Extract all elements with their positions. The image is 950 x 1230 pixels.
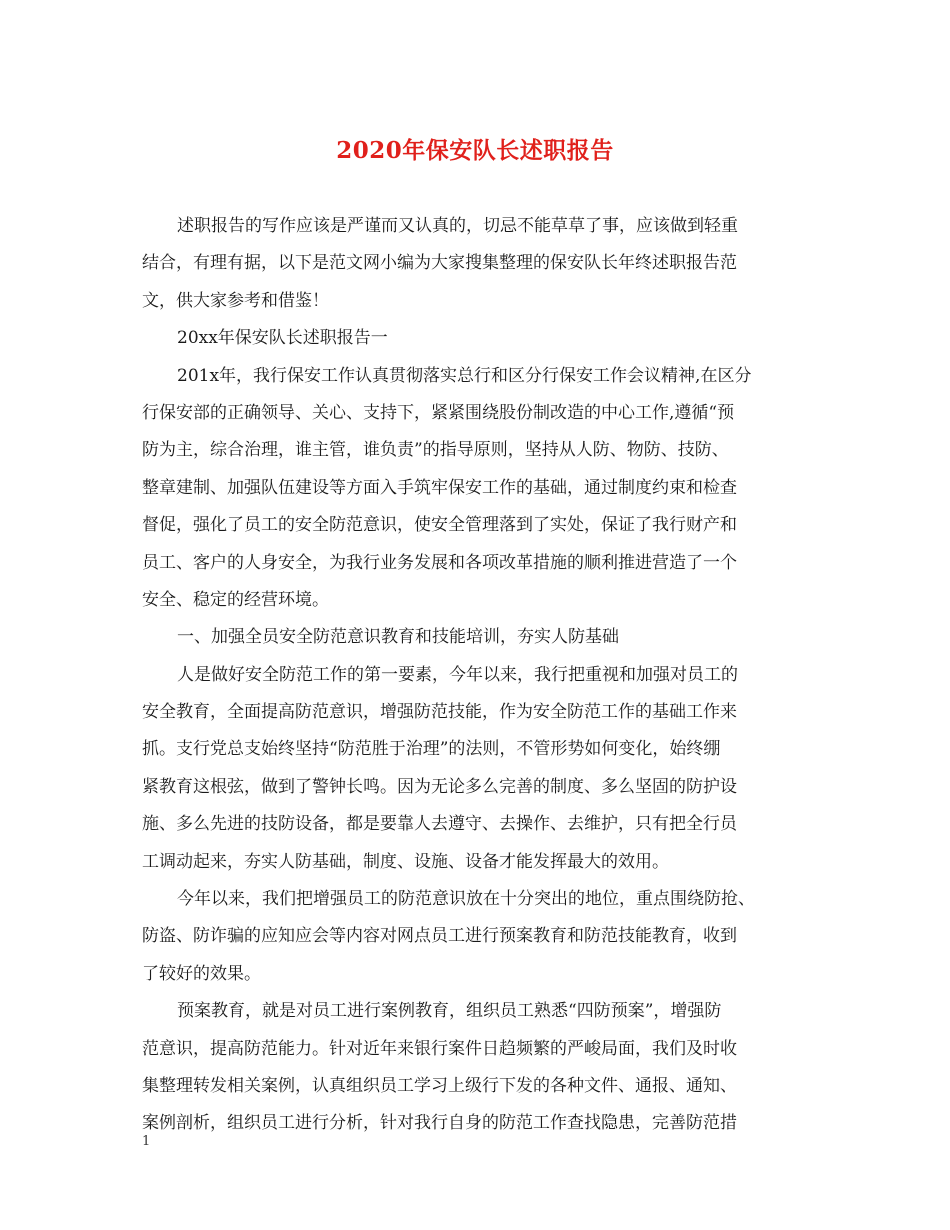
text-line: 结合，有理有据，以下是范文网小编为大家搜集整理的保安队长年终述职报告范 (142, 253, 737, 274)
text-line: 今年以来，我们把增强员工的防范意识放在十分突出的地位，重点围绕防抢、 (177, 889, 755, 910)
text-line: 一、加强全员安全防范意识教育和技能培训，夯实人防基础 (177, 627, 619, 648)
text-line: 案例剖析，组织员工进行分析，针对我行自身的防范工作查找隐患，完善防范措 (142, 1113, 737, 1134)
text-line: 述职报告的写作应该是严谨而又认真的，切忌不能草草了事，应该做到轻重 (177, 216, 738, 236)
document-body (142, 208, 818, 1143)
text-line: 人是做好安全防范工作的第一要素，今年以来，我行把重视和加强对员工的 (177, 664, 738, 685)
text-line: 行保安部的正确领导、关心、支持下，紧紧围绕股份制改造的中心工作,遵循“预 (142, 402, 735, 423)
text-line: 紧教育这根弦，做到了警钟长鸣。因为无论多么完善的制度、多么坚固的防护设 (142, 776, 737, 797)
text-line: 20xx年保安队长述职报告一 (177, 328, 388, 349)
text-line: 预案教育，就是对员工进行案例教育，组织员工熟悉“四防预案”，增强防 (177, 1001, 722, 1022)
text-line: 员工、客户的人身安全，为我行业务发展和各项改革措施的顺利推进营造了一个 (142, 552, 737, 573)
text-line: 防盗、防诈骗的应知应会等内容对网点员工进行预案教育和防范技能教育，收到 (142, 926, 737, 947)
text-line: 了较好的效果。 (142, 963, 261, 984)
text-line: 范意识，提高防范能力。针对近年来银行案件日趋频繁的严峻局面，我们及时收 (142, 1038, 737, 1059)
text-line: 整章建制、加强队伍建设等方面入手筑牢保安工作的基础，通过制度约束和检查 (142, 477, 737, 498)
text-line: 施、多么先进的技防设备，都是要靠人去遵守、去操作、去维护，只有把全行员 (142, 814, 737, 835)
text-line: 201x年，我行保安工作认真贯彻落实总行和区分行保安工作会议精神,在区分 (177, 365, 752, 386)
document-title: 2020年保安队长述职报告 (336, 137, 614, 164)
text-line: 文，供大家参考和借鉴！ (142, 290, 329, 311)
text-line: 督促，强化了员工的安全防范意识，使安全管理落到了实处，保证了我行财产和 (142, 515, 737, 536)
text-line: 安全、稳定的经营环境。 (142, 589, 329, 610)
text-line: 集整理转发相关案例，认真组织员工学习上级行下发的各种文件、通报、通知、 (142, 1075, 737, 1096)
page-number: 1 (142, 1134, 151, 1149)
text-line: 防为主，综合治理，谁主管，谁负责”的指导原则，坚持从人防、物防、技防、 (142, 440, 729, 461)
text-line: 安全教育，全面提高防范意识，增强防范技能，作为安全防范工作的基础工作来 (142, 702, 737, 723)
text-line: 工调动起来，夯实人防基础，制度、设施、设备才能发挥最大的效用。 (142, 851, 669, 872)
text-line: 抓。支行党总支始终坚持“防范胜于治理”的法则，不管形势如何变化，始终绷 (142, 739, 721, 760)
